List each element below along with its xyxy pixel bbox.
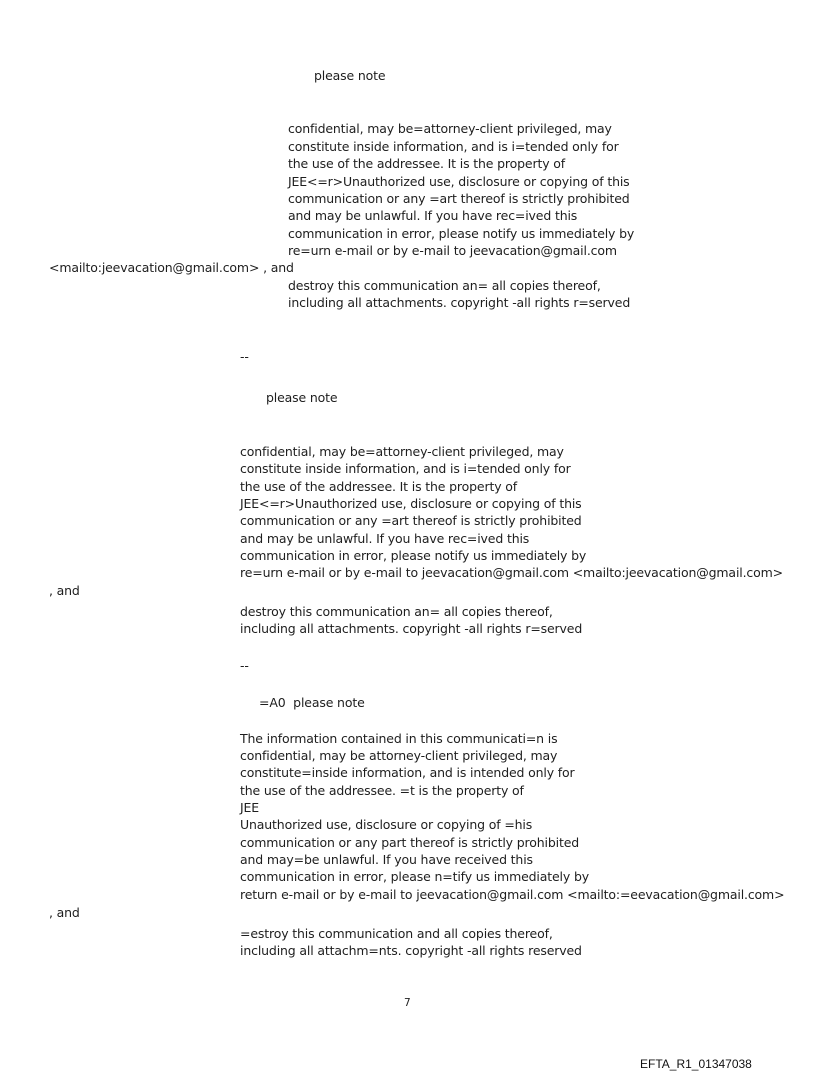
body-line: confidential, may be attorney-client privileged, may (240, 748, 558, 763)
body-line: constitute=inside information, and is intended only for (240, 765, 575, 780)
closing-line: destroy this communication an= all copies thereof, (288, 278, 601, 293)
body-line: re=urn e-mail or by e-mail to jeevacation@gmail.com (288, 243, 617, 258)
note-heading-2: please note (266, 390, 338, 405)
body-line: return e-mail or by e-mail to jeevacation@gmail.com <mailto:=eevacation@gmail.com> (240, 887, 785, 902)
body-line: confidential, may be=attorney-client privileged, may (240, 444, 564, 459)
body-line: communication in error, please notify us immediately by (288, 226, 635, 241)
separator: -- (240, 658, 249, 673)
body-line: constitute inside information, and is i=tended only for (288, 139, 619, 154)
body-line: The information contained in this communicati=n is (240, 731, 558, 746)
body-line: communication or any =art thereof is strictly prohibited (288, 191, 630, 206)
note-heading-1: please note (314, 68, 386, 83)
body-line: re=urn e-mail or by e-mail to jeevacation@gmail.com <mailto:jeevacation@gmail.com> (240, 565, 783, 580)
body-line: and may be unlawful. If you have rec=ived this (288, 208, 578, 223)
body-line: communication in error, please notify us immediately by (240, 548, 587, 563)
and-line: , and (49, 583, 80, 598)
body-line: and may be unlawful. If you have rec=ived this (240, 531, 530, 546)
body-line: and may=be unlawful. If you have received this (240, 852, 533, 867)
closing-line: =estroy this communication and all copies thereof, (240, 926, 553, 941)
closing-line: including all attachments. copyright -all rights r=served (288, 295, 631, 310)
body-line: communication in error, please n=tify us immediately by (240, 869, 589, 884)
separator: -- (240, 349, 249, 364)
body-line: the use of the addressee. It is the property of (288, 156, 566, 171)
body-line: JEE<=r>Unauthorized use, disclosure or copying of this (240, 496, 582, 511)
note-heading-3: =A0 please note (259, 695, 365, 710)
body-line: communication or any =art thereof is strictly prohibited (240, 513, 582, 528)
mailto-line: <mailto:jeevacation@gmail.com> , and (49, 260, 294, 275)
body-line: communication or any part thereof is strictly prohibited (240, 835, 580, 850)
body-line: JEE<=r>Unauthorized use, disclosure or copying of this (288, 174, 630, 189)
and-line: , and (49, 905, 80, 920)
body-line: confidential, may be=attorney-client privileged, may (288, 121, 612, 136)
body-line: the use of the addressee. It is the property of (240, 479, 518, 494)
document-id: EFTA_R1_01347038 (640, 1057, 752, 1071)
closing-line: including all attachm=nts. copyright -all rights reserved (240, 943, 582, 958)
closing-line: destroy this communication an= all copies thereof, (240, 604, 553, 619)
body-line: constitute inside information, and is i=tended only for (240, 461, 571, 476)
closing-line: including all attachments. copyright -all rights r=served (240, 621, 583, 636)
body-line: JEE (240, 800, 260, 815)
body-line: Unauthorized use, disclosure or copying of =his (240, 817, 533, 832)
page-number: 7 (404, 997, 411, 1009)
body-line: the use of the addressee. =t is the property of (240, 783, 524, 798)
